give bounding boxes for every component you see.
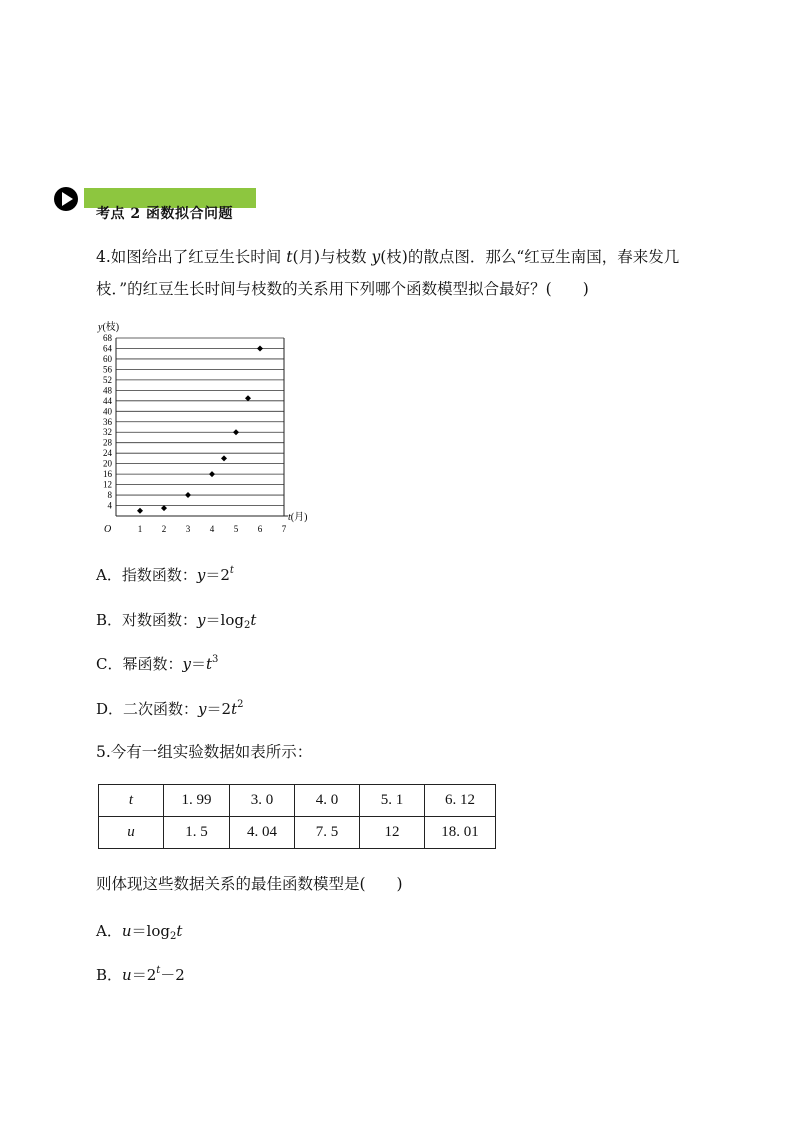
y-tick-label: 48 (103, 385, 112, 396)
q5-data-table (98, 784, 496, 849)
y-tick-label: 32 (103, 427, 112, 438)
table-cell: 6. 12 (425, 785, 496, 817)
q4-option-c[interactable] (96, 653, 218, 674)
option-var: y (196, 566, 206, 584)
y-tick-label: 12 (103, 479, 112, 490)
table-cell: 5. 1 (360, 785, 425, 817)
option-label: A．指数函数： (96, 566, 197, 584)
x-tick-label: 5 (233, 524, 239, 534)
option-sub: 2 (169, 931, 177, 942)
option-var: y (198, 700, 207, 718)
q4-line-1 (96, 246, 679, 268)
option-label: C．幂函数： (96, 655, 183, 673)
q4-line-2: 枝．”的红豆生长时间与枝数的关系用下列哪个函数模型拟合最好？( ) (96, 280, 589, 298)
option-eq: ＝2 (205, 566, 230, 584)
option-var: u (122, 966, 132, 984)
option-eq: ＝ (190, 655, 206, 673)
option-label: A． (96, 922, 122, 940)
y-tick-label: 8 (107, 490, 112, 501)
x-tick-label: 3 (185, 524, 191, 534)
option-tail: t (176, 922, 183, 940)
table-cell: 4. 0 (295, 785, 360, 817)
x-tick-label: 1 (137, 524, 143, 534)
option-eq: ＝2 (131, 966, 157, 984)
x-tick-label: 7 (281, 524, 287, 534)
option-tail: －2 (160, 966, 185, 984)
option-base: t (231, 700, 238, 718)
option-base: t (205, 655, 213, 673)
option-sub: 2 (243, 620, 251, 631)
y-tick-label: 24 (103, 448, 112, 459)
q5-option-b[interactable] (96, 964, 185, 985)
y-tick-label: 56 (103, 364, 112, 375)
option-exp: t (156, 965, 161, 976)
table-row (99, 817, 496, 849)
table-cell: 3. 0 (230, 785, 295, 817)
q4-text-b: (月)与枝数 (292, 248, 372, 266)
y-tick-label: 68 (103, 333, 112, 343)
option-var: y (182, 655, 191, 673)
option-var: y (197, 611, 206, 629)
option-eq: ＝2 (206, 700, 232, 718)
table-cell: 18. 01 (425, 817, 496, 849)
y-tick-label: 36 (103, 416, 112, 427)
q4-var-y: y (371, 248, 381, 266)
option-exp: t (229, 565, 234, 576)
table-cell: 1. 5 (164, 817, 230, 849)
data-point (257, 345, 263, 351)
option-tail: t (250, 611, 257, 629)
y-tick-label: 44 (103, 395, 112, 406)
x-tick-label: 4 (209, 524, 215, 534)
q4-option-d[interactable] (96, 698, 243, 719)
option-label: B．对数函数： (96, 611, 198, 629)
q4-var-t: t (286, 248, 293, 266)
chart-x-ticks (138, 524, 287, 534)
option-var: u (121, 922, 132, 940)
table-head-u: u (99, 817, 164, 849)
data-point (137, 508, 143, 514)
chart-grid (116, 338, 288, 516)
data-point (233, 429, 239, 435)
data-point (245, 395, 251, 401)
q4-text-a: 4.如图给出了红豆生长时间 (96, 248, 287, 266)
chart-y-label (97, 320, 119, 333)
data-point (209, 471, 215, 477)
play-circle-icon (53, 186, 79, 212)
option-label: D．二次函数： (96, 700, 199, 718)
chart-y-ticks (103, 333, 113, 511)
scatter-chart (96, 318, 321, 538)
y-tick-label: 20 (103, 458, 112, 469)
chart-x-label (288, 511, 307, 523)
table-cell: 1. 99 (164, 785, 230, 817)
y-tick-label: 52 (103, 374, 112, 385)
chart-y-label-unit: (枝) (102, 322, 120, 333)
table-cell: 4. 04 (230, 817, 295, 849)
chart-x-label-var: t (288, 512, 291, 523)
option-exp: 3 (212, 654, 219, 665)
section-title: 考点 2 函数拟合问题 (96, 206, 233, 222)
chart-points (137, 345, 263, 513)
q4-text-c: (枝)的散点图．那么“红豆生南国，春来发几 (380, 248, 680, 266)
y-tick-label: 28 (103, 437, 112, 448)
data-point (185, 492, 191, 498)
q5-question: 则体现这些数据关系的最佳函数模型是( ) (96, 875, 403, 893)
q4-option-a[interactable] (96, 564, 234, 585)
x-tick-label: 6 (257, 524, 263, 534)
table-cell: 7. 5 (295, 817, 360, 849)
x-tick-label: 2 (161, 524, 167, 534)
option-eq: ＝log (131, 922, 170, 940)
data-point (161, 505, 167, 511)
y-tick-label: 60 (103, 353, 112, 364)
y-tick-label: 16 (103, 469, 112, 480)
q5-option-a[interactable] (96, 920, 182, 941)
option-eq: ＝log (205, 611, 244, 629)
chart-x-label-unit: (月) (290, 512, 308, 523)
option-label: B． (96, 966, 123, 984)
data-point (221, 455, 227, 461)
q5-intro: 5.今有一组实验数据如表所示： (96, 743, 313, 761)
y-tick-label: 4 (107, 500, 112, 511)
table-row (99, 785, 496, 817)
y-tick-label: 64 (103, 343, 112, 354)
option-exp: 2 (237, 699, 244, 710)
chart-y-label-var: y (98, 322, 103, 333)
table-head-t: t (99, 785, 164, 817)
q4-option-b[interactable] (96, 609, 256, 630)
y-tick-label: 40 (103, 406, 112, 417)
table-cell: 12 (360, 817, 425, 849)
chart-origin-label: O (104, 524, 112, 535)
